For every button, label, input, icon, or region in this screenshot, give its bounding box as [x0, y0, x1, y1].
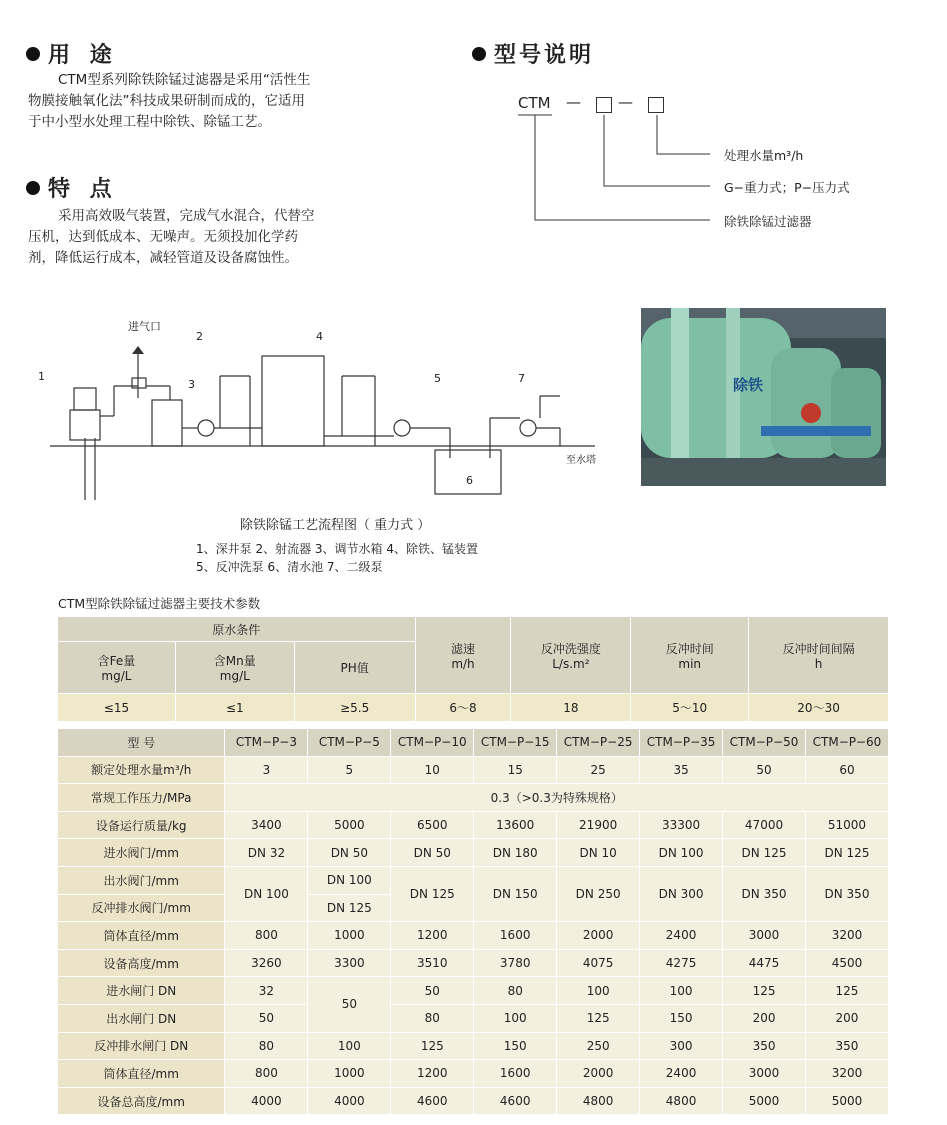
row-label: 出水阀门/mm [58, 866, 225, 894]
flow-legend-line-2: 5、反冲洗泵 6、清水池 7、二级泵 [196, 560, 383, 574]
flow-tower-label: 至水塔 [566, 455, 596, 466]
table-row: 反冲排水阀门/mm DN 125 [58, 894, 889, 922]
fe-header: 含Fe量 mg/L [58, 642, 176, 694]
photo-tank-text: 除铁 [733, 376, 764, 394]
features-text [28, 206, 428, 269]
speed-header: 滤速 m/h [415, 617, 511, 694]
row-label: 进水阀门/mm [58, 839, 225, 867]
row-label: 常规工作压力/MPa [58, 784, 225, 812]
raw-water-header: 原水条件 [58, 617, 416, 642]
usage-text [28, 70, 428, 133]
backwash-time-header: 反冲时间 min [631, 617, 749, 694]
flow-num-6: 6 [466, 474, 473, 487]
backwash-strength-header: 反冲洗强度 L/s.m² [511, 617, 631, 694]
param-value-fe: ≤15 [58, 694, 176, 722]
model-cell: CTM−P−3 [225, 729, 308, 757]
features-heading: 特 点 [26, 172, 118, 203]
row-label: 设备运行质量/kg [58, 811, 225, 839]
features-line-1: 采用高效吸气装置，完成气水混合，代替空 [58, 208, 315, 224]
table-title: CTM型除铁除锰过滤器主要技术参数 [58, 596, 261, 611]
pressure-value: 0.3（>0.3为特殊规格） [225, 784, 889, 812]
table-row: 额定处理水量m³/h 3 5 10 15 25 35 50 60 [58, 756, 889, 784]
usage-line-1: CTM型系列除铁除锰过滤器是采用“活性生 [58, 72, 311, 88]
row-label: 反冲排水闸门 DN [58, 1032, 225, 1060]
flow-num-4: 4 [316, 330, 323, 343]
table-row: 进水阀门/mm DN 32 DN 50 DN 50 DN 180 DN 10 DN 100 DN 125 DN 125 [58, 839, 889, 867]
model-label: 型 号 [58, 729, 225, 757]
spec-table [57, 728, 889, 1115]
table-row: 筒体直径/mm 800 1000 1200 1600 2000 2400 3000 3200 [58, 1060, 889, 1088]
ph-header: PH值 [294, 642, 415, 694]
table-row: 反冲排水闸门 DN 80 100 125 150 250 300 350 350 [58, 1032, 889, 1060]
model-cell: CTM−P−15 [474, 729, 557, 757]
model-note-flow: 处理水量m³/h [724, 148, 804, 163]
features-line-3: 剂，降低运行成本，减轻管道及设备腐蚀性。 [28, 250, 298, 266]
model-leader-lines [510, 110, 740, 230]
model-cell: CTM−P−60 [805, 729, 888, 757]
row-label: 筒体直径/mm [58, 1060, 225, 1088]
flow-diagram [30, 318, 605, 500]
features-section [26, 172, 118, 203]
model-code: CTM [518, 94, 551, 112]
equipment-photo [641, 308, 886, 486]
table-row: 设备高度/mm 3260 3300 3510 3780 4075 4275 4475 4500 [58, 949, 889, 977]
water-params-table [57, 616, 889, 722]
mn-header: 含Mn量 mg/L [175, 642, 294, 694]
flow-legend-line-1: 1、深井泵 2、射流器 3、调节水箱 4、除铁、锰装置 [196, 542, 478, 556]
usage-section [26, 38, 118, 69]
backwash-interval-header: 反冲时间间隔 h [749, 617, 889, 694]
usage-line-3: 于中小型水处理工程中除铁、除锰工艺。 [28, 114, 271, 130]
bullet-icon [26, 47, 40, 61]
row-label: 进水闸门 DN [58, 977, 225, 1005]
table-row: 进水闸门 DN 32 50 50 80 100 100 125 125 [58, 977, 889, 1005]
model-dash-2: — [618, 93, 633, 111]
param-value-mn: ≤1 [175, 694, 294, 722]
table-row: 设备总高度/mm 4000 4000 4600 4600 4800 4800 5000 5000 [58, 1087, 889, 1115]
model-dash-1: — [566, 93, 581, 111]
flow-caption: 除铁除锰工艺流程图（ 重力式 ） [240, 518, 431, 533]
usage-heading: 用 途 [26, 38, 118, 69]
param-value-speed: 6～8 [415, 694, 511, 722]
model-note-type: G−重力式；P−压力式 [724, 180, 850, 195]
row-label: 额定处理水量m³/h [58, 756, 225, 784]
flow-legend [196, 540, 478, 576]
model-cell: CTM−P−25 [557, 729, 640, 757]
table-row [58, 784, 889, 812]
model-cell: CTM−P−35 [640, 729, 723, 757]
param-value-interval: 20～30 [749, 694, 889, 722]
flow-num-3: 3 [188, 378, 195, 391]
features-line-2: 压机，达到低成本、无噪声。无须投加化学药 [28, 229, 298, 245]
row-label: 筒体直径/mm [58, 922, 225, 950]
model-cell: CTM−P−50 [723, 729, 806, 757]
model-cell: CTM−P−5 [308, 729, 391, 757]
model-cell: CTM−P−10 [391, 729, 474, 757]
param-value-strength: 18 [511, 694, 631, 722]
row-label: 反冲排水阀门/mm [58, 894, 225, 922]
model-heading: 型号说明 [472, 38, 594, 69]
table-row: 出水阀门/mm DN 100 DN 100 DN 125 DN 150 DN 250 DN 300 DN 350 DN 350 [58, 866, 889, 894]
table-row: 筒体直径/mm 800 1000 1200 1600 2000 2400 3000 3200 [58, 922, 889, 950]
table-row: 设备运行质量/kg 3400 5000 6500 13600 21900 33300 47000 51000 [58, 811, 889, 839]
model-section [472, 38, 594, 69]
param-value-ph: ≥5.5 [294, 694, 415, 722]
flow-num-1: 1 [38, 370, 45, 383]
flow-num-5: 5 [434, 372, 441, 385]
usage-line-2: 物膜接触氧化法”科技成果研制而成的，它适用 [28, 93, 305, 109]
row-label: 设备高度/mm [58, 949, 225, 977]
bullet-icon [26, 181, 40, 195]
flow-num-2: 2 [196, 330, 203, 343]
param-value-time: 5～10 [631, 694, 749, 722]
row-label: 设备总高度/mm [58, 1087, 225, 1115]
row-label: 出水闸门 DN [58, 1004, 225, 1032]
bullet-icon [472, 47, 486, 61]
flow-num-7: 7 [518, 372, 525, 385]
table-row: 出水闸门 DN 50 80 100 125 150 200 200 [58, 1004, 889, 1032]
flow-inlet-label: 进气口 [128, 320, 161, 333]
model-note-filter: 除铁除锰过滤器 [724, 214, 812, 229]
